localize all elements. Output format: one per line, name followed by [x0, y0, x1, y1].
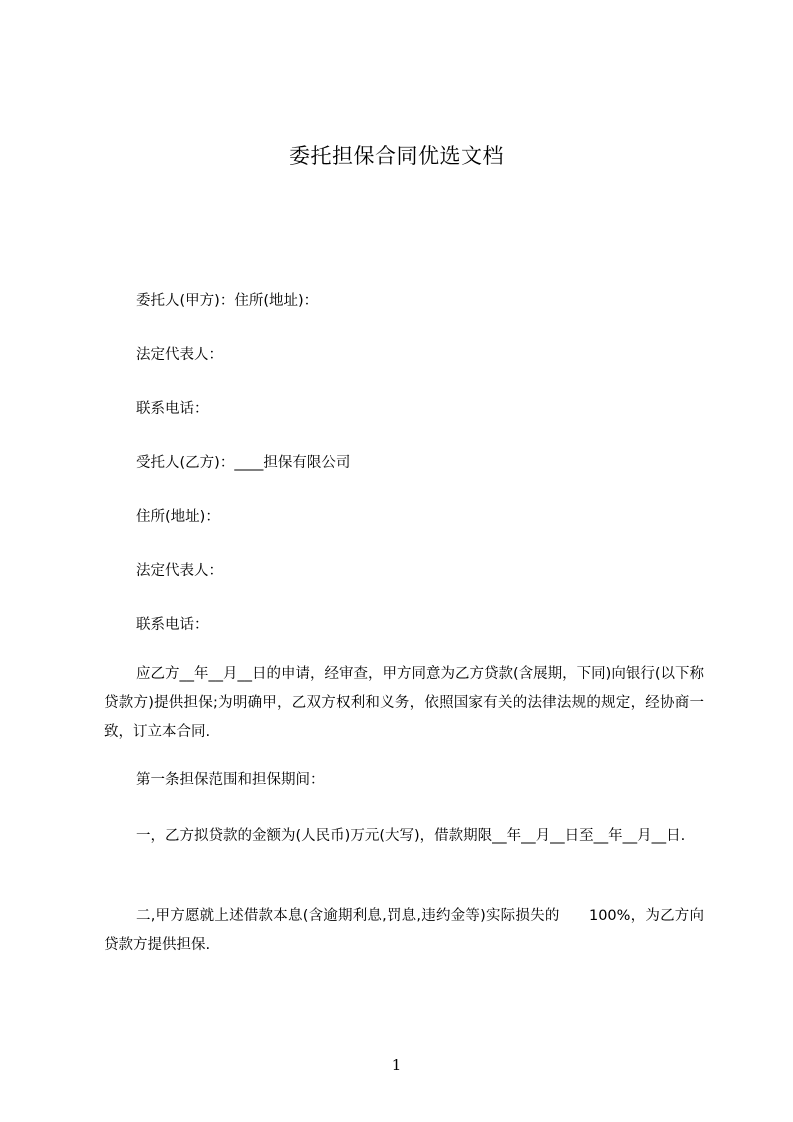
agent-legal-rep-field: 法定代表人：: [136, 563, 223, 579]
article-1-item-2: 二,甲方愿就上述借款本息(含逾期利息,罚息,违约金等)实际损失的 100%，为乙方向贷款方提供担保.: [104, 908, 704, 953]
agent-address-field: 住所(地址)：: [136, 509, 220, 525]
article-1-heading: 第一条担保范围和担保期间：: [136, 772, 325, 788]
agent-field: 受托人(乙方)：____担保有限公司: [136, 455, 351, 471]
page-number: 1: [391, 1056, 402, 1074]
document-title: 委托担保合同优选文档: [289, 144, 504, 168]
intro-paragraph: 应乙方__年__月__日的申请，经审查，甲方同意为乙方贷款(含展期，下同)向银行(以下称贷款方)提供担保;为明确甲，乙双方权利和义务，依照国家有关的法律法规的规定，经协商一致，订立本合同.: [104, 666, 704, 740]
article-1-item-1: 一，乙方拟贷款的金额为(人民币)万元(大写)，借款期限__年__月__日至__年__月__日.: [136, 828, 686, 844]
principal-legal-rep-field: 法定代表人：: [136, 347, 223, 363]
agent-phone-field: 联系电话：: [136, 617, 209, 633]
principal-phone-field: 联系电话：: [136, 401, 209, 417]
principal-field: 委托人(甲方)：住所(地址)：: [136, 293, 319, 309]
